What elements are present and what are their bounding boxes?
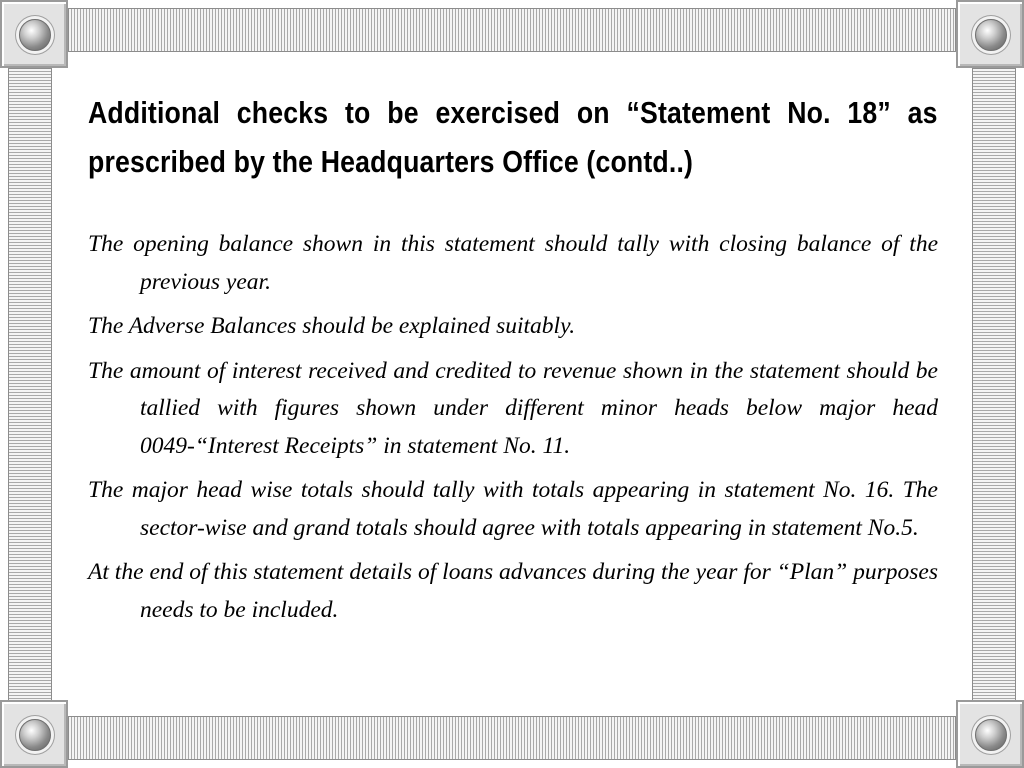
frame-corner-bottom-left xyxy=(0,700,68,768)
bullet-list xyxy=(88,226,938,629)
frame-corner-top-left xyxy=(0,0,68,68)
slide-title: Additional checks to be exercised on “Statement No. 18” as prescribed by the Headquarters Office (contd..) xyxy=(88,95,938,179)
frame-top-bar xyxy=(68,8,956,52)
list-item: The major head wise totals should tally with totals appearing in statement No. 16. The sector-wise and grand totals should agree with totals appearing in statement No.5. xyxy=(88,477,938,541)
slide-content xyxy=(88,88,938,636)
frame-bottom-bar xyxy=(68,716,956,760)
list-item: At the end of this statement details of loans advances during the year for “Plan” purposes needs to be included. xyxy=(88,559,938,623)
list-item: The Adverse Balances should be explained suitably. xyxy=(88,313,576,339)
list-item: The opening balance shown in this statement should tally with closing balance of the previous year. xyxy=(88,231,938,295)
frame-left-bar xyxy=(8,68,52,708)
list-item: The amount of interest received and credited to revenue shown in the statement should be tallied with figures shown under different minor heads below major head 0049-“Interest Receipts” in statement No. 11. xyxy=(88,357,938,459)
rivet-icon xyxy=(19,719,51,751)
rivet-icon xyxy=(975,19,1007,51)
frame-corner-bottom-right xyxy=(956,700,1024,768)
frame-corner-top-right xyxy=(956,0,1024,68)
rivet-icon xyxy=(975,719,1007,751)
rivet-icon xyxy=(19,19,51,51)
frame-right-bar xyxy=(972,68,1016,708)
